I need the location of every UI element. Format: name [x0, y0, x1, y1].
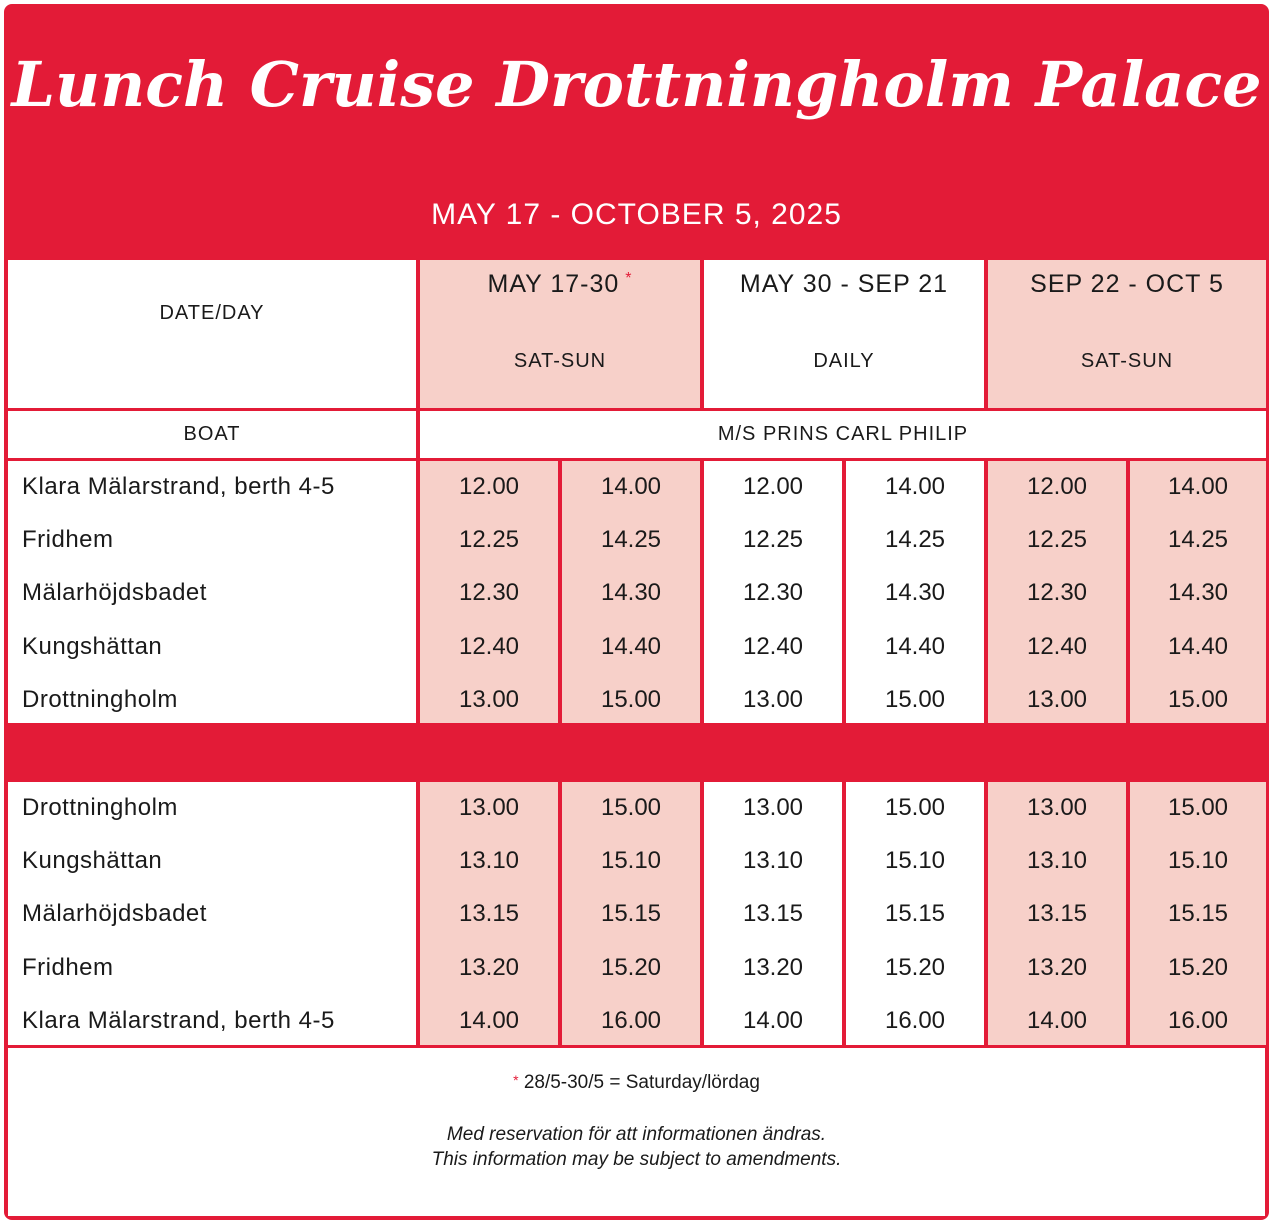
date-day-header-cell	[8, 260, 416, 408]
departure-time: 15.20	[884, 953, 946, 981]
departure-time: 12.25	[1026, 526, 1088, 554]
departure-time: 12.25	[742, 526, 804, 554]
footnote	[8, 1072, 1265, 1094]
departure-time: 14.30	[1167, 579, 1229, 607]
departure-time: 15.10	[884, 847, 946, 875]
departure-time: 13.15	[742, 900, 804, 928]
boat-name-cell	[420, 411, 1266, 458]
departure-time: 13.20	[458, 953, 520, 981]
footer-notes	[8, 1048, 1265, 1216]
period-1-days: SAT-SUN	[513, 350, 607, 372]
period-2-dates: MAY 30 - SEP 21	[739, 270, 949, 298]
stop-name: Klara Mälarstrand, berth 4-5	[22, 1006, 335, 1034]
boat-label-cell	[8, 411, 416, 458]
departure-time: 13.00	[458, 685, 520, 713]
stop-name: Fridhem	[22, 953, 114, 981]
departure-time: 15.20	[600, 953, 662, 981]
departure-time: 16.00	[600, 1006, 662, 1034]
departure-time: 14.25	[884, 526, 946, 554]
date-day-label: DATE/DAY	[159, 302, 265, 324]
period-label	[420, 270, 700, 299]
disclaimer	[8, 1122, 1265, 1172]
departure-time: 12.30	[458, 579, 520, 607]
departure-time: 15.00	[884, 794, 946, 821]
departure-time: 12.00	[1026, 473, 1088, 500]
departure-time: 13.20	[1026, 953, 1088, 981]
period-2-days: DAILY	[813, 350, 875, 372]
departure-time: 14.00	[1026, 1006, 1088, 1034]
period-3-dates: SEP 22 - OCT 5	[1030, 270, 1224, 298]
departure-time: 13.00	[458, 794, 520, 821]
departure-time: 15.00	[600, 794, 662, 821]
period-1-dates: MAY 17-30	[487, 270, 620, 298]
departure-time: 15.10	[1167, 847, 1229, 875]
departure-time: 13.00	[742, 685, 804, 713]
departure-time: 14.40	[1167, 632, 1229, 660]
boat-label: BOAT	[183, 423, 241, 445]
footnote-marker: *	[513, 1072, 519, 1088]
departure-time: 14.00	[1167, 473, 1229, 500]
departure-time: 13.20	[742, 953, 804, 981]
departure-time: 14.00	[458, 1006, 520, 1034]
period-header-3	[988, 260, 1266, 408]
departure-time: 15.00	[1167, 794, 1229, 821]
stop-name: Mälarhöjdsbadet	[22, 900, 207, 928]
departure-time: 14.00	[742, 1006, 804, 1034]
departure-time: 13.00	[1026, 794, 1088, 821]
departure-time: 13.00	[742, 794, 804, 821]
departure-time: 15.20	[1167, 953, 1229, 981]
footnote-marker: *	[625, 270, 633, 287]
departure-time: 12.25	[458, 526, 520, 554]
departure-time: 15.15	[1167, 900, 1229, 928]
stop-name: Fridhem	[22, 526, 114, 554]
departure-time: 14.25	[600, 526, 662, 554]
stop-name: Drottningholm	[22, 794, 178, 821]
departure-time: 14.40	[600, 632, 662, 660]
departure-time: 14.00	[884, 473, 946, 500]
departure-time: 15.10	[600, 847, 662, 875]
departure-time: 13.10	[1026, 847, 1088, 875]
stop-name: Kungshättan	[22, 632, 163, 660]
stop-name: Kungshättan	[22, 847, 163, 875]
departure-time: 14.30	[884, 579, 946, 607]
boat-name: M/S PRINS CARL PHILIP	[717, 423, 969, 445]
period-header-1	[420, 260, 700, 408]
period-header-2	[704, 260, 984, 408]
departure-time: 13.10	[742, 847, 804, 875]
departure-time: 15.00	[600, 685, 662, 713]
departure-time: 12.30	[1026, 579, 1088, 607]
departure-time: 13.00	[1026, 685, 1088, 713]
stop-name: Drottningholm	[22, 685, 178, 713]
stop-name: Mälarhöjdsbadet	[22, 579, 207, 607]
disclaimer-english: This information may be subject to amendments.	[431, 1149, 842, 1170]
departure-time: 12.40	[742, 632, 804, 660]
departure-time: 16.00	[884, 1006, 946, 1034]
footnote-text: 28/5-30/5 = Saturday/lördag	[523, 1072, 760, 1093]
departure-time: 14.00	[600, 473, 662, 500]
departure-time: 13.15	[1026, 900, 1088, 928]
departure-time: 16.00	[1167, 1006, 1229, 1034]
departure-time: 15.00	[1167, 685, 1229, 713]
departure-time: 15.00	[884, 685, 946, 713]
departure-time: 13.10	[458, 847, 520, 875]
page-title: Lunch Cruise Drottningholm Palace	[11, 48, 1262, 121]
departure-time: 15.15	[600, 900, 662, 928]
departure-time: 14.30	[600, 579, 662, 607]
departure-time: 12.40	[458, 632, 520, 660]
departure-time: 12.00	[742, 473, 804, 500]
departure-time: 12.00	[458, 473, 520, 500]
departure-time: 12.40	[1026, 632, 1088, 660]
stop-name: Klara Mälarstrand, berth 4-5	[22, 473, 335, 500]
departure-time: 12.30	[742, 579, 804, 607]
period-3-days: SAT-SUN	[1080, 350, 1174, 372]
season-date-range: MAY 17 - OCTOBER 5, 2025	[431, 198, 842, 231]
departure-time: 14.25	[1167, 526, 1229, 554]
departure-time: 15.15	[884, 900, 946, 928]
disclaimer-swedish: Med reservation för att informationen ändras.	[446, 1124, 827, 1145]
departure-time: 13.15	[458, 900, 520, 928]
departure-time: 14.40	[884, 632, 946, 660]
